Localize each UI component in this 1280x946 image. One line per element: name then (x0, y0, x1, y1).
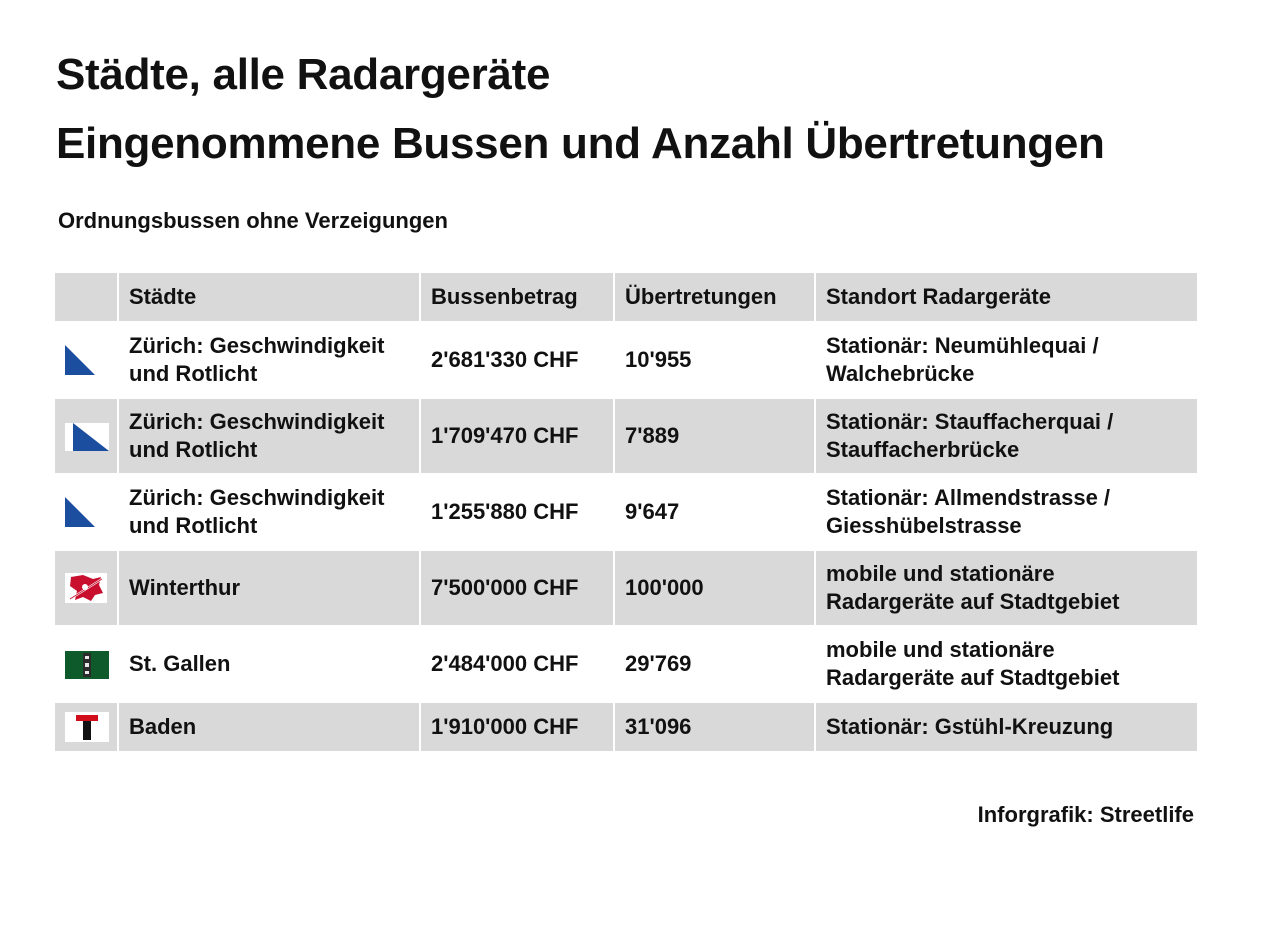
city-cell (119, 323, 419, 397)
zurich-flag-icon (65, 423, 109, 451)
amount-cell: 1'910'000 CHF (421, 703, 613, 751)
column-header-location: Standort Radargeräte (816, 273, 1197, 321)
location-text: mobile und stationäre (826, 561, 1055, 586)
amount-cell: 1'709'470 CHF (421, 399, 613, 473)
location-cell (816, 323, 1197, 397)
column-header-flag (55, 273, 117, 321)
violations-cell: 29'769 (615, 627, 814, 701)
city-name-continued: und Rotlicht (129, 513, 258, 538)
city-cell: St. Gallen (119, 627, 419, 701)
city-name: Zürich: Geschwindigkeit (129, 333, 385, 358)
violations-cell: 9'647 (615, 475, 814, 549)
amount-cell: 1'255'880 CHF (421, 475, 613, 549)
table-row (55, 323, 1197, 397)
table-row (55, 475, 1197, 549)
location-text: Stationär: Neumühlequai / (826, 333, 1099, 358)
location-text: Stationär: Allmendstrasse / (826, 485, 1111, 510)
baden-flag-icon (65, 712, 109, 742)
winterthur-flag-icon (65, 573, 107, 603)
location-text-continued: Radargeräte auf Stadtgebiet (826, 665, 1120, 690)
city-cell: Winterthur (119, 551, 419, 625)
column-header-cities: Städte (119, 273, 419, 321)
page-subtitle-heading: Eingenommene Bussen und Anzahl Übertretungen (56, 119, 1105, 168)
location-text-continued: Stauffacherbrücke (826, 437, 1020, 462)
amount-cell: 2'484'000 CHF (421, 627, 613, 701)
flag-cell (55, 475, 117, 549)
table-row (55, 551, 1197, 625)
flag-cell (55, 627, 117, 701)
city-cell (119, 475, 419, 549)
column-header-amount: Bussenbetrag (421, 273, 613, 321)
location-text-continued: Giesshübelstrasse (826, 513, 1022, 538)
table-row (55, 627, 1197, 701)
amount-cell: 7'500'000 CHF (421, 551, 613, 625)
violations-cell: 100'000 (615, 551, 814, 625)
city-name-continued: und Rotlicht (129, 437, 258, 462)
location-cell: Stationär: Gstühl-Kreuzung (816, 703, 1197, 751)
flag-cell (55, 399, 117, 473)
location-cell (816, 475, 1197, 549)
violations-cell: 7'889 (615, 399, 814, 473)
zurich-flag-icon (65, 497, 95, 527)
city-name: Zürich: Geschwindigkeit (129, 409, 385, 434)
st-gallen-flag-icon (65, 651, 109, 679)
location-cell (816, 551, 1197, 625)
city-name-continued: und Rotlicht (129, 361, 258, 386)
city-name: Zürich: Geschwindigkeit (129, 485, 385, 510)
location-text: Stationär: Stauffacherquai / (826, 409, 1114, 434)
table-caption: Ordnungsbussen ohne Verzeigungen (58, 208, 448, 233)
location-text-continued: Walchebrücke (826, 361, 975, 386)
zurich-flag-icon (65, 345, 95, 375)
page-title: Städte, alle Radargeräte (56, 50, 551, 99)
city-cell (119, 399, 419, 473)
violations-cell: 31'096 (615, 703, 814, 751)
location-text: mobile und stationäre (826, 637, 1055, 662)
location-text-continued: Radargeräte auf Stadtgebiet (826, 589, 1120, 614)
fines-table (53, 271, 1199, 753)
violations-cell: 10'955 (615, 323, 814, 397)
table-row (55, 399, 1197, 473)
column-header-violations: Übertretungen (615, 273, 814, 321)
infographic-credit: Inforgrafik: Streetlife (977, 802, 1194, 827)
location-cell (816, 627, 1197, 701)
city-cell: Baden (119, 703, 419, 751)
amount-cell: 2'681'330 CHF (421, 323, 613, 397)
flag-cell (55, 323, 117, 397)
flag-cell (55, 551, 117, 625)
flag-cell (55, 703, 117, 751)
table-row (55, 703, 1197, 751)
table-header-row (55, 273, 1197, 321)
location-cell (816, 399, 1197, 473)
